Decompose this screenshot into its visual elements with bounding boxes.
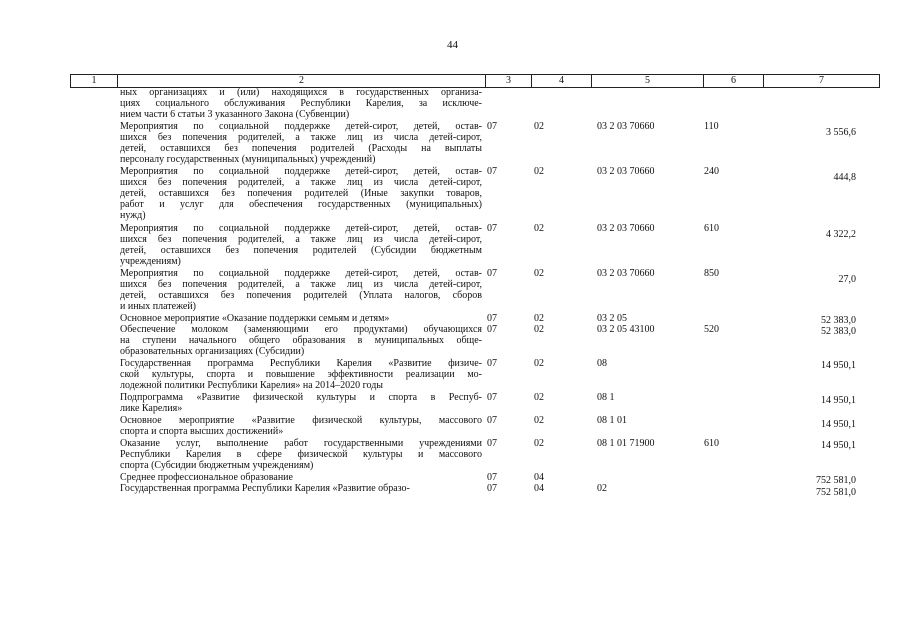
table-row	[0, 415, 905, 438]
row-description-line: Обеспечение молоком (заменяющими его продуктами) обучающихся	[120, 324, 482, 335]
amount-value: 752 581,0	[816, 487, 856, 498]
row-description-line: учреждениям)	[120, 256, 181, 267]
row-description-line: детей, оставшихся без попечения родителей (Расходы на выплаты	[120, 143, 482, 154]
section-code: 07	[487, 415, 497, 426]
subsection-code: 02	[534, 415, 544, 426]
table-row	[0, 313, 905, 324]
section-code: 07	[487, 483, 497, 494]
table-header-row	[70, 74, 880, 88]
budget-table-body	[0, 87, 905, 498]
target-article-code: 03 2 05	[597, 313, 627, 324]
expense-type-code: 110	[704, 121, 719, 132]
table-row	[0, 438, 905, 472]
table-row	[0, 223, 905, 268]
subsection-code: 02	[534, 223, 544, 234]
row-description	[120, 324, 482, 357]
row-description-line: детей, оставшихся без попечения родителей (Субсидии бюджетным	[120, 245, 482, 256]
row-description-line: нужд)	[120, 210, 146, 221]
amount-value: 52 383,0	[821, 315, 856, 326]
expense-type-code: 610	[704, 223, 719, 234]
amount-value: 3 556,6	[826, 127, 856, 138]
expense-type-code: 520	[704, 324, 719, 335]
row-description-line: детей, оставшихся без попечения родителей (Уплата налогов, сборов	[120, 290, 482, 301]
row-description	[120, 392, 482, 414]
table-row	[0, 121, 905, 166]
subsection-code: 02	[534, 392, 544, 403]
row-description	[120, 87, 482, 120]
row-description	[120, 121, 482, 165]
row-description-line: ской культуры, спорта и повышение эффективности реализации мо-	[120, 369, 482, 380]
amount-value: 444,8	[833, 172, 856, 183]
amount-value: 752 581,0	[816, 475, 856, 486]
target-article-code: 03 2 03 70660	[597, 121, 655, 132]
section-code: 07	[487, 324, 497, 335]
subsection-code: 02	[534, 358, 544, 369]
row-description	[120, 268, 482, 312]
row-description	[120, 313, 482, 324]
row-description-line: Оказание услуг, выполнение работ государственными учреждениями	[120, 438, 482, 449]
section-code: 07	[487, 313, 497, 324]
table-row	[0, 166, 905, 223]
amount-value: 14 950,1	[821, 360, 856, 371]
row-description-line: Основное мероприятие «Развитие физической культуры, массового	[120, 415, 482, 426]
expense-type-code: 610	[704, 438, 719, 449]
subsection-code: 04	[534, 472, 544, 483]
row-description-line: шихся без попечения родителей, а также лиц из числа детей-сирот,	[120, 132, 482, 143]
row-description-line: детей, оставшихся без попечения родителей (Иные закупки товаров,	[120, 188, 482, 199]
column-header: 3	[486, 75, 532, 87]
row-description-line: работ и услуг для обеспечения государственных (муниципальных)	[120, 199, 482, 210]
row-description	[120, 223, 482, 267]
row-description-line: шихся без попечения родителей, а также лиц из числа детей-сирот,	[120, 279, 482, 290]
subsection-code: 02	[534, 121, 544, 132]
row-description-line: и иных платежей)	[120, 301, 197, 312]
target-article-code: 08 1 01	[597, 415, 627, 426]
column-header: 2	[118, 75, 486, 87]
column-header: 6	[704, 75, 764, 87]
row-description-line: Мероприятия по социальной поддержке детей-сирот, детей, остав-	[120, 268, 482, 279]
target-article-code: 03 2 03 70660	[597, 166, 655, 177]
row-description-line: на ступени начального общего образования в муниципальных обще-	[120, 335, 482, 346]
column-header: 1	[71, 75, 118, 87]
section-code: 07	[487, 223, 497, 234]
column-header: 7	[819, 75, 824, 86]
table-row	[0, 392, 905, 415]
amount-value: 14 950,1	[821, 395, 856, 406]
row-description-line: спорта и спорта высших достижений»	[120, 426, 284, 437]
amount-value: 52 383,0	[821, 326, 856, 337]
row-description-line: Мероприятия по социальной поддержке детей-сирот, детей, остав-	[120, 223, 482, 234]
section-code: 07	[487, 472, 497, 483]
target-article-code: 08 1	[597, 392, 615, 403]
row-description-line: Основное мероприятие «Оказание поддержки семьям и детям»	[120, 313, 390, 324]
row-description	[120, 415, 482, 437]
table-row	[0, 358, 905, 392]
section-code: 07	[487, 166, 497, 177]
amount-value: 27,0	[838, 274, 856, 285]
row-description	[120, 483, 482, 494]
column-header: 5	[592, 75, 704, 87]
section-code: 07	[487, 121, 497, 132]
subsection-code: 02	[534, 313, 544, 324]
subsection-code: 02	[534, 438, 544, 449]
table-row	[0, 268, 905, 313]
subsection-code: 02	[534, 324, 544, 335]
section-code: 07	[487, 268, 497, 279]
row-description-line: Государственная программа Республики Карелия «Развитие физиче-	[120, 358, 482, 369]
expense-type-code: 240	[704, 166, 719, 177]
subsection-code: 02	[534, 268, 544, 279]
target-article-code: 03 2 03 70660	[597, 223, 655, 234]
row-description-line: Республики Карелия в сфере физической культуры и массового	[120, 449, 482, 460]
row-description-line: шихся без попечения родителей, а также лиц из числа детей-сирот,	[120, 177, 482, 188]
table-row	[0, 472, 905, 486]
target-article-code: 08	[597, 358, 607, 369]
table-row	[0, 87, 905, 121]
table-row	[0, 483, 905, 498]
column-header: 4	[532, 75, 592, 87]
row-description-line: лодежной политики Республики Карелия» на 2014–2020 годы	[120, 380, 384, 391]
row-description-line: нием части 6 статьи 3 указанного Закона (Субвенции)	[120, 109, 350, 120]
row-description-line: персоналу государственных (муниципальных) учреждений)	[120, 154, 376, 165]
subsection-code: 02	[534, 166, 544, 177]
amount-value: 14 950,1	[821, 440, 856, 451]
table-row	[0, 324, 905, 358]
amount-value: 14 950,1	[821, 419, 856, 430]
row-description	[120, 438, 482, 471]
row-description	[120, 472, 482, 483]
row-description	[120, 358, 482, 391]
subsection-code: 04	[534, 483, 544, 494]
row-description-line: спорта (Субсидии бюджетным учреждениям)	[120, 460, 314, 471]
row-description-line: циях социального обслуживания Республики Карелия, за исключе-	[120, 98, 482, 109]
section-code: 07	[487, 358, 497, 369]
target-article-code: 02	[597, 483, 607, 494]
row-description-line: Подпрограмма «Развитие физической культуры и спорта в Респуб-	[120, 392, 482, 403]
page-number: 44	[447, 39, 458, 51]
target-article-code: 08 1 01 71900	[597, 438, 655, 449]
section-code: 07	[487, 392, 497, 403]
target-article-code: 03 2 05 43100	[597, 324, 655, 335]
section-code: 07	[487, 438, 497, 449]
row-description-line: Среднее профессиональное образование	[120, 472, 293, 483]
row-description	[120, 166, 482, 221]
target-article-code: 03 2 03 70660	[597, 268, 655, 279]
row-description-line: лике Карелия»	[120, 403, 183, 414]
row-description-line: Государственная программа Республики Карелия «Развитие образо-	[120, 483, 410, 494]
expense-type-code: 850	[704, 268, 719, 279]
row-description-line: Мероприятия по социальной поддержке детей-сирот, детей, остав-	[120, 166, 482, 177]
row-description-line: Мероприятия по социальной поддержке детей-сирот, детей, остав-	[120, 121, 482, 132]
row-description-line: ных организациях и (или) находящихся в государственных организа-	[120, 87, 482, 98]
amount-value: 4 322,2	[826, 229, 856, 240]
row-description-line: образовательных организациях (Субсидии)	[120, 346, 305, 357]
row-description-line: шихся без попечения родителей, а также лиц из числа детей-сирот,	[120, 234, 482, 245]
